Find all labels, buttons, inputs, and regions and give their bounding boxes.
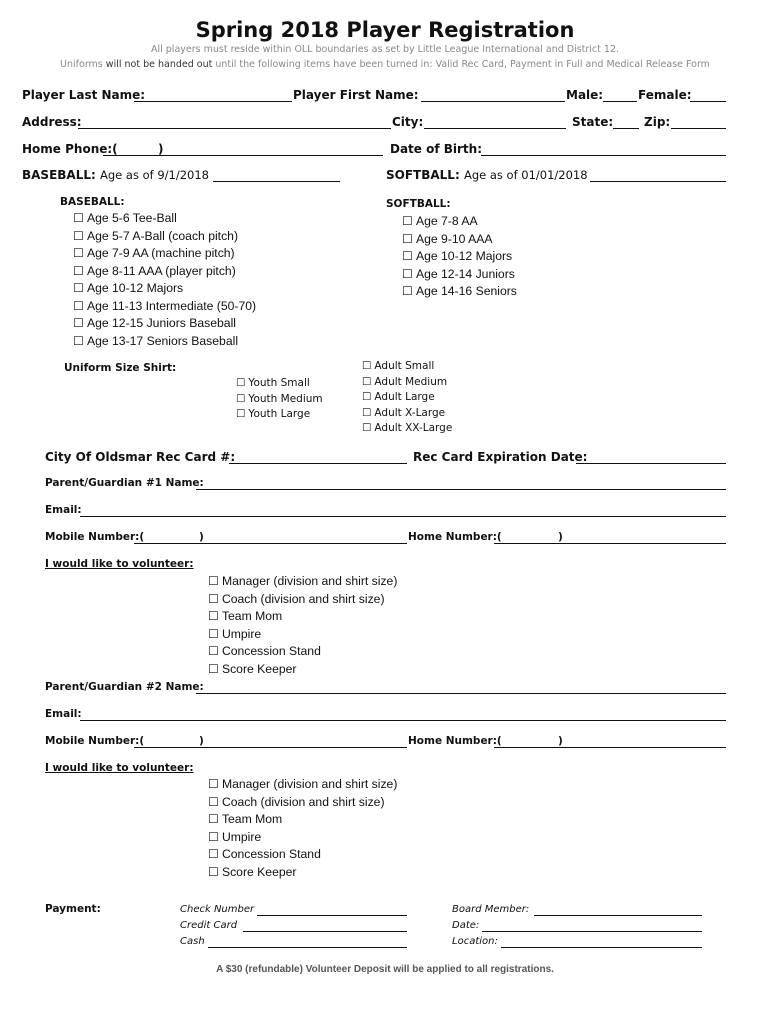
- adult-size-option-label: Adult Small: [374, 360, 435, 372]
- volunteer-option-label: Score Keeper: [221, 661, 297, 676]
- baseball-option-label: Age 8-11 AAA (player pitch): [86, 263, 236, 278]
- volunteer-option-label: Team Mom: [221, 812, 283, 826]
- softball-option[interactable]: [402, 213, 517, 231]
- payment-credit-label: Credit Card: [180, 920, 238, 931]
- youth-sizes: [236, 376, 323, 423]
- volunteer-option-label: Manager (division and shirt size): [221, 574, 398, 588]
- checkbox-icon[interactable]: ☐: [73, 298, 84, 313]
- guardian2-volunteer-options: [208, 776, 397, 881]
- checkbox-icon[interactable]: ☐: [402, 214, 413, 228]
- city-label: City:: [392, 115, 424, 129]
- checkbox-icon[interactable]: ☐: [208, 794, 219, 809]
- volunteer-option[interactable]: [208, 864, 397, 882]
- baseball-option[interactable]: [73, 210, 256, 228]
- youth-size-option[interactable]: [236, 392, 323, 408]
- checkbox-icon[interactable]: ☐: [362, 422, 372, 435]
- baseball-option-label: Age 13-17 Seniors Baseball: [86, 333, 239, 348]
- checkbox-icon[interactable]: ☐: [208, 591, 219, 606]
- payment-check-label: Check Number: [180, 904, 255, 915]
- guardian1-name-label: Parent/Guardian #1 Name:: [45, 477, 204, 489]
- payment-location-field[interactable]: [501, 947, 702, 948]
- baseball-option[interactable]: [73, 298, 256, 316]
- guardian2-mobile-paren: ): [199, 735, 204, 747]
- baseball-option[interactable]: [73, 333, 256, 351]
- checkbox-icon[interactable]: ☐: [73, 316, 84, 330]
- baseball-option-label: Age 12-15 Juniors Baseball: [86, 316, 236, 330]
- checkbox-icon[interactable]: ☐: [236, 408, 246, 421]
- payment-location-label: Location:: [452, 936, 498, 947]
- volunteer-option[interactable]: [208, 846, 397, 864]
- baseball-option-label: Age 5-6 Tee-Ball: [86, 211, 177, 225]
- home-phone-field[interactable]: [103, 155, 383, 156]
- checkbox-icon[interactable]: ☐: [208, 777, 219, 791]
- dob-field[interactable]: [481, 155, 726, 156]
- volunteer-option-label: Umpire: [221, 829, 262, 844]
- payment-label: Payment:: [45, 903, 101, 915]
- softball-age-label: SOFTBALL: Age as of 01/01/2018: [386, 168, 588, 182]
- checkbox-icon[interactable]: ☐: [208, 812, 219, 826]
- zip-field[interactable]: [671, 128, 726, 129]
- youth-size-option-label: Youth Large: [248, 408, 311, 421]
- volunteer-option-label: Coach (division and shirt size): [221, 591, 385, 606]
- volunteer-option[interactable]: [208, 811, 397, 829]
- checkbox-icon[interactable]: ☐: [362, 391, 372, 404]
- board-member-field[interactable]: [534, 915, 702, 916]
- page-title: Spring 2018 Player Registration: [195, 18, 575, 42]
- guardian2-volunteer-label: I would like to volunteer:: [45, 762, 194, 774]
- adult-size-option-label: Adult Large: [374, 391, 435, 404]
- deposit-note: A $30 (refundable) Volunteer Deposit will be applied to all registrations.: [216, 964, 554, 975]
- payment-check-field[interactable]: [257, 915, 407, 916]
- checkbox-icon[interactable]: ☐: [208, 864, 219, 879]
- adult-size-option[interactable]: [362, 390, 452, 406]
- youth-size-option-label: Youth Medium: [248, 392, 323, 405]
- softball-option-label: Age 14-16 Seniors: [415, 284, 517, 298]
- baseball-option[interactable]: [73, 245, 256, 263]
- female-field[interactable]: [690, 101, 726, 102]
- guardian1-home-paren: ): [558, 531, 563, 543]
- volunteer-option-label: Concession Stand: [221, 644, 321, 658]
- payment-date-label: Date:: [452, 920, 480, 931]
- volunteer-option-label: Team Mom: [221, 609, 283, 623]
- guardian2-email-field[interactable]: [80, 720, 726, 721]
- payment-cash-field[interactable]: [208, 947, 407, 948]
- checkbox-icon[interactable]: ☐: [73, 333, 84, 348]
- baseball-age-field[interactable]: [213, 181, 340, 182]
- male-field[interactable]: [603, 101, 637, 102]
- volunteer-option[interactable]: [208, 661, 397, 679]
- checkbox-icon[interactable]: ☐: [208, 829, 219, 844]
- residency-note: All players must reside within OLL boundaries as set by Little League International and District 12.: [150, 44, 620, 55]
- guardian1-volunteer-options: [208, 573, 397, 678]
- checkbox-icon[interactable]: ☐: [362, 406, 372, 419]
- board-member-label: Board Member:: [452, 904, 530, 915]
- checkbox-icon[interactable]: ☐: [402, 266, 413, 281]
- checkbox-icon[interactable]: ☐: [208, 644, 219, 658]
- softball-option-label: Age 7-8 AA: [415, 214, 478, 228]
- guardian2-home-label: Home Number:(: [408, 735, 502, 747]
- adult-sizes: [362, 359, 452, 437]
- checkbox-icon[interactable]: ☐: [362, 360, 372, 372]
- volunteer-option[interactable]: [208, 776, 397, 794]
- guardian2-home-paren: ): [558, 735, 563, 747]
- payment-credit-field[interactable]: [243, 931, 407, 932]
- softball-option[interactable]: [402, 231, 517, 249]
- checkbox-icon[interactable]: ☐: [362, 375, 372, 388]
- adult-size-option-label: Adult XX-Large: [374, 422, 453, 435]
- checkbox-icon[interactable]: ☐: [208, 609, 219, 623]
- guardian2-name-field[interactable]: [196, 693, 726, 694]
- rec-card-field[interactable]: [229, 463, 407, 464]
- baseball-age-label: BASEBALL: Age as of 9/1/2018: [22, 168, 209, 182]
- volunteer-option[interactable]: [208, 643, 397, 661]
- softball-option[interactable]: [402, 266, 517, 284]
- baseball-option-label: Age 11-13 Intermediate (50-70): [86, 298, 257, 313]
- checkbox-icon[interactable]: ☐: [208, 661, 219, 676]
- volunteer-option[interactable]: [208, 591, 397, 609]
- softball-option-label: Age 12-14 Juniors: [415, 266, 515, 281]
- address-field[interactable]: [78, 128, 391, 129]
- male-label: Male:: [566, 88, 604, 102]
- checkbox-icon[interactable]: ☐: [402, 249, 413, 263]
- last-name-field[interactable]: [134, 101, 292, 102]
- guardian2-home-field[interactable]: [494, 747, 726, 748]
- first-name-field[interactable]: [421, 101, 565, 102]
- volunteer-option[interactable]: [208, 626, 397, 644]
- guardian1-email-label: Email:: [45, 504, 82, 516]
- softball-options: [402, 213, 517, 301]
- volunteer-option[interactable]: [208, 829, 397, 847]
- address-label: Address:: [22, 115, 82, 129]
- softball-option-label: Age 10-12 Majors: [415, 249, 513, 263]
- youth-size-option-label: Youth Small: [248, 377, 310, 389]
- softball-option[interactable]: [402, 248, 517, 266]
- checkbox-icon[interactable]: ☐: [236, 377, 246, 389]
- baseball-option[interactable]: [73, 228, 256, 246]
- guardian1-mobile-paren: ): [199, 531, 204, 543]
- uniform-note: Uniforms will not be handed out until the following items have been turned in: Valid Rec Card, Payment in Full and Medical Release Form: [60, 59, 710, 70]
- rec-expiration-label: Rec Card Expiration Date:: [413, 450, 588, 464]
- volunteer-option[interactable]: [208, 794, 397, 812]
- checkbox-icon[interactable]: ☐: [208, 626, 219, 641]
- softball-option-label: Age 9-10 AAA: [415, 231, 493, 246]
- checkbox-icon[interactable]: ☐: [73, 263, 84, 278]
- baseball-option-label: Age 7-9 AA (machine pitch): [86, 246, 235, 260]
- volunteer-option-label: Coach (division and shirt size): [221, 794, 385, 809]
- adult-size-option[interactable]: [362, 406, 452, 422]
- volunteer-option[interactable]: [208, 608, 397, 626]
- volunteer-option-label: Umpire: [221, 626, 262, 641]
- zip-label: Zip:: [644, 115, 671, 129]
- city-field[interactable]: [424, 128, 566, 129]
- adult-size-option-label: Adult X-Large: [374, 406, 446, 419]
- checkbox-icon[interactable]: ☐: [402, 284, 413, 298]
- adult-size-option-label: Adult Medium: [374, 375, 448, 388]
- guardian1-home-label: Home Number:(: [408, 531, 502, 543]
- baseball-heading: BASEBALL:: [60, 196, 125, 208]
- checkbox-icon[interactable]: ☐: [402, 231, 413, 246]
- payment-date-field[interactable]: [482, 931, 702, 932]
- rec-expiration-field[interactable]: [576, 463, 726, 464]
- youth-size-option[interactable]: [236, 376, 323, 392]
- guardian2-name-label: Parent/Guardian #2 Name:: [45, 681, 204, 693]
- guardian1-home-field[interactable]: [494, 543, 726, 544]
- adult-size-option[interactable]: [362, 359, 452, 375]
- adult-size-option[interactable]: [362, 375, 452, 391]
- volunteer-option[interactable]: [208, 573, 397, 591]
- uniform-label: Uniform Size Shirt:: [64, 362, 177, 374]
- guardian1-mobile-label: Mobile Number:(: [45, 531, 145, 543]
- guardian1-mobile-field[interactable]: [134, 543, 407, 544]
- first-name-label: Player First Name:: [293, 88, 419, 102]
- volunteer-option-label: Concession Stand: [221, 847, 321, 861]
- checkbox-icon[interactable]: ☐: [208, 847, 219, 861]
- baseball-option[interactable]: [73, 263, 256, 281]
- baseball-option-label: Age 5-7 A-Ball (coach pitch): [86, 228, 239, 243]
- guardian2-mobile-field[interactable]: [134, 747, 407, 748]
- checkbox-icon[interactable]: ☐: [73, 228, 84, 243]
- rec-card-label: City Of Oldsmar Rec Card #:: [45, 450, 236, 464]
- home-phone-paren: ): [158, 142, 164, 156]
- checkbox-icon[interactable]: ☐: [208, 574, 219, 588]
- adult-size-option[interactable]: [362, 421, 452, 437]
- baseball-option-label: Age 10-12 Majors: [86, 281, 184, 295]
- last-name-label: Player Last Name:: [22, 88, 146, 102]
- dob-label: Date of Birth:: [390, 142, 483, 156]
- state-label: State:: [572, 115, 614, 129]
- state-field[interactable]: [613, 128, 639, 129]
- guardian1-email-field[interactable]: [80, 516, 726, 517]
- checkbox-icon[interactable]: ☐: [73, 281, 84, 295]
- guardian1-name-field[interactable]: [196, 489, 726, 490]
- youth-size-option[interactable]: [236, 407, 323, 423]
- softball-heading: SOFTBALL:: [386, 198, 451, 210]
- payment-cash-label: Cash: [180, 936, 205, 947]
- volunteer-option-label: Manager (division and shirt size): [221, 777, 398, 791]
- guardian1-volunteer-label: I would like to volunteer:: [45, 558, 194, 570]
- checkbox-icon[interactable]: ☐: [73, 211, 84, 225]
- guardian2-email-label: Email:: [45, 708, 82, 720]
- female-label: Female:: [638, 88, 692, 102]
- guardian2-mobile-label: Mobile Number:(: [45, 735, 145, 747]
- baseball-option[interactable]: [73, 280, 256, 298]
- baseball-options: [73, 210, 256, 350]
- volunteer-option-label: Score Keeper: [221, 864, 297, 879]
- checkbox-icon[interactable]: ☐: [236, 392, 246, 405]
- baseball-option[interactable]: [73, 315, 256, 333]
- checkbox-icon[interactable]: ☐: [73, 246, 84, 260]
- home-phone-label: Home Phone:(: [22, 142, 118, 156]
- softball-age-field[interactable]: [590, 181, 726, 182]
- softball-option[interactable]: [402, 283, 517, 301]
